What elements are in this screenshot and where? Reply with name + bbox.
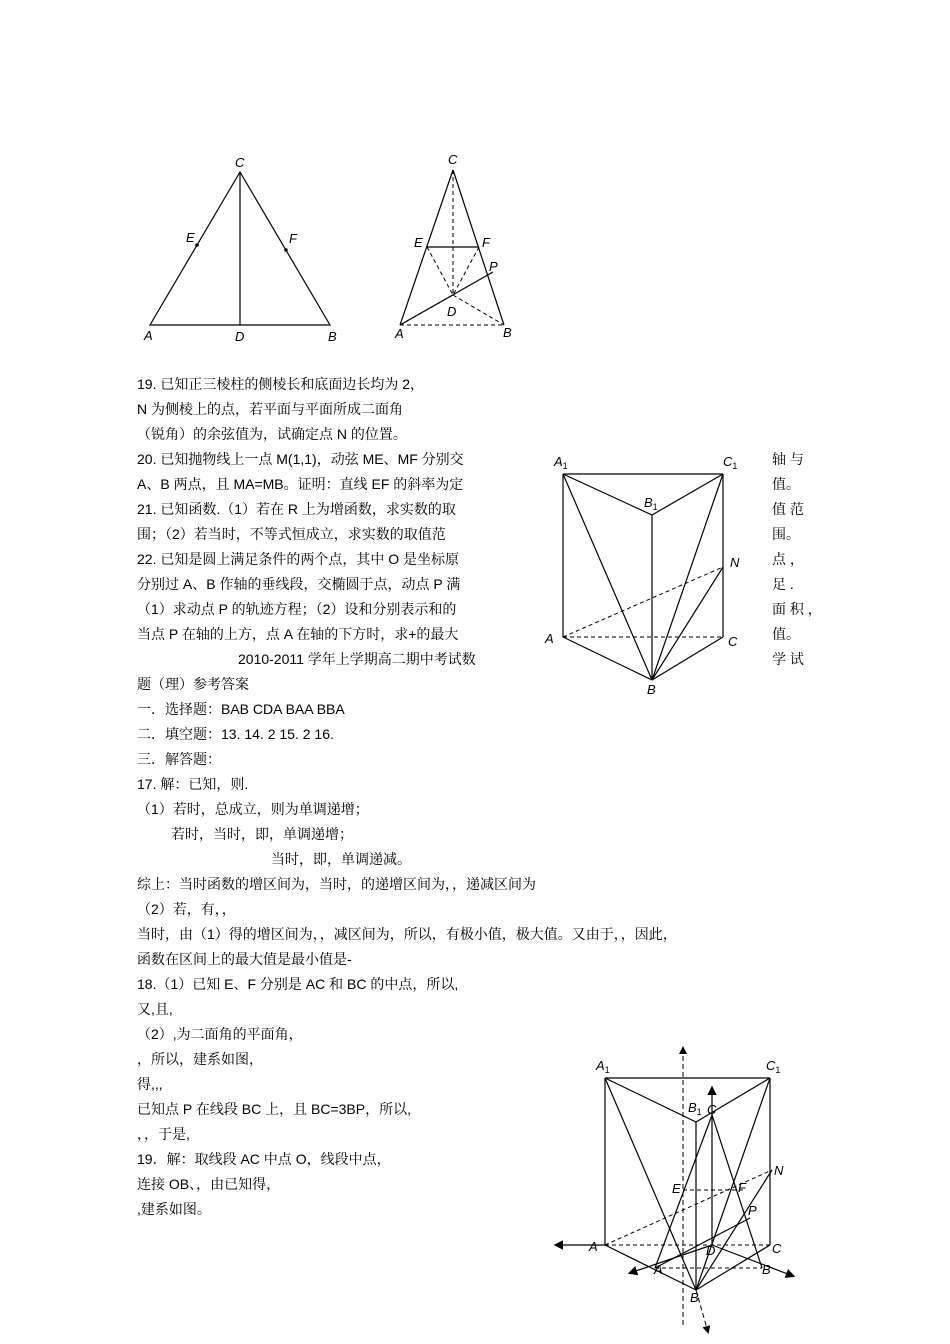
text-line: 一．选择题：BAB CDA BAA BBA: [137, 701, 345, 717]
label-f: F: [738, 1180, 746, 1195]
label-c: C: [728, 634, 738, 649]
text-line: 21. 已知函数.（1）若在 R 上为增函数，求实数的取: [137, 501, 456, 517]
right-text: 点 ，: [772, 551, 804, 567]
label-d: D: [447, 304, 457, 319]
label-b: B: [503, 325, 512, 340]
text-line: （锐角）的余弦值为，试确定点 N 的位置。: [137, 426, 407, 442]
text-line: 2010-2011 学年上学期高二期中考试数: [238, 651, 476, 667]
text-line: 分别过 A、B 作轴的垂线段，交椭圆于点，动点 P 满: [137, 576, 461, 592]
text-line: N 为侧棱上的点，若平面与平面所成二面角: [137, 401, 403, 417]
text-line: 22. 已知是圆上满足条件的两个点，其中 O 是坐标原: [137, 551, 460, 567]
label-e: E: [186, 230, 195, 245]
right-text: 学 试: [772, 651, 804, 667]
text-line: （2）,为二面角的平面角，: [137, 1026, 303, 1042]
label-e: E: [414, 235, 423, 250]
text-line: 19．解：取线段 AC 中点 O，线段中点，: [137, 1151, 391, 1167]
label-f: F: [482, 235, 490, 250]
text-line: 18.（1）已知 E、F 分别是 AC 和 BC 的中点，所以,: [137, 976, 459, 992]
right-text: 足 .: [772, 576, 794, 592]
label-c1: $C_1$: [766, 1058, 781, 1075]
text-line: 20. 已知抛物线上一点 M(1,1)，动弦 ME、MF 分别交: [137, 451, 464, 467]
figure-coordinate-system: [550, 1040, 810, 1340]
text-line: ，所以，建系如图，: [137, 1051, 263, 1067]
label-d: D: [706, 1243, 716, 1258]
text-line: 当点 P 在轴的上方，点 A 在轴的下方时，求+的最大: [137, 626, 459, 642]
text-line: 连接 OB、，由已知得，: [137, 1176, 281, 1192]
text-line: 19. 已知正三棱柱的侧棱长和底面边长均为 2，: [137, 376, 425, 392]
label-n: N: [730, 555, 740, 570]
text-line: 综上：当时函数的增区间为，当时，的递增区间为，，递减区间为: [137, 876, 536, 892]
text-line: 若时，当时，即，单调递增；: [171, 826, 353, 842]
label-c1: $C_1$: [723, 454, 738, 471]
label-a: A: [395, 326, 404, 341]
text-line: （2）若，有，，: [137, 901, 236, 917]
text-line: 17. 解：已知，则.: [137, 776, 249, 792]
figure-tetrahedron: [390, 145, 530, 350]
text-line: ,建系如图。: [137, 1201, 211, 1217]
label-c-top: C: [707, 1102, 717, 1117]
label-a1: $A_1$: [554, 454, 568, 471]
label-e: E: [672, 1181, 681, 1196]
label-b1: $B_1$: [688, 1100, 702, 1117]
label-c: C: [235, 155, 245, 170]
right-text: 值。: [772, 476, 800, 492]
text-line: ，，于是,: [137, 1126, 190, 1142]
label-a: A: [545, 631, 554, 646]
right-text: 轴 与: [772, 451, 804, 467]
label-a: A: [144, 328, 153, 343]
right-text: 值 范: [772, 501, 804, 517]
text-line: 题（理）参考答案: [137, 676, 249, 692]
label-c: C: [448, 152, 458, 167]
text-line: 围；（2）若当时，不等式恒成立，求实数的取值范: [137, 526, 446, 542]
label-b: B: [328, 329, 337, 344]
text-line: A、B 两点，且 MA=MB。证明：直线 EF 的斜率为定: [137, 476, 464, 492]
right-text: 围。: [772, 526, 800, 542]
label-f: F: [289, 231, 297, 246]
label-d: D: [235, 329, 245, 344]
label-c-right: C: [772, 1241, 782, 1256]
right-text: 值。: [772, 626, 800, 642]
label-b: B: [647, 682, 656, 697]
text-line: 二．填空题：13. 14. 2 15. 2 16.: [137, 726, 334, 742]
label-p: P: [489, 259, 498, 274]
figure-triangle-abc: [140, 150, 350, 350]
text-line: 又,且,: [137, 1001, 173, 1017]
right-text: 面 积 ，: [772, 601, 822, 617]
text-line: 当时，由（1）得的增区间为，，减区间为，所以，有极小值，极大值。又由于，，因此，: [137, 926, 677, 942]
label-b1: $B_1$: [644, 495, 658, 512]
figure-prism: [540, 450, 765, 700]
text-line: （1）求动点 P 的轨迹方程；（2）设和分别表示和的: [137, 601, 457, 617]
label-a-front: A: [654, 1262, 663, 1277]
label-a1: $A_1$: [596, 1058, 610, 1075]
label-p: P: [748, 1203, 757, 1218]
text-line: 三．解答题：: [137, 751, 221, 767]
label-b-right: B: [762, 1262, 771, 1277]
text-line: 得,,,: [137, 1076, 163, 1092]
text-line: （1）若时，总成立，则为单调递增；: [137, 801, 369, 817]
label-a-left: A: [589, 1239, 598, 1254]
label-n: N: [774, 1163, 784, 1178]
text-line: 函数在区间上的最大值是最小值是-: [137, 951, 352, 967]
label-b-bottom: B: [690, 1290, 699, 1305]
text-line: 已知点 P 在线段 BC 上，且 BC=3BP，所以,: [137, 1101, 411, 1117]
text-line: 当时，即，单调递减。: [271, 851, 411, 867]
